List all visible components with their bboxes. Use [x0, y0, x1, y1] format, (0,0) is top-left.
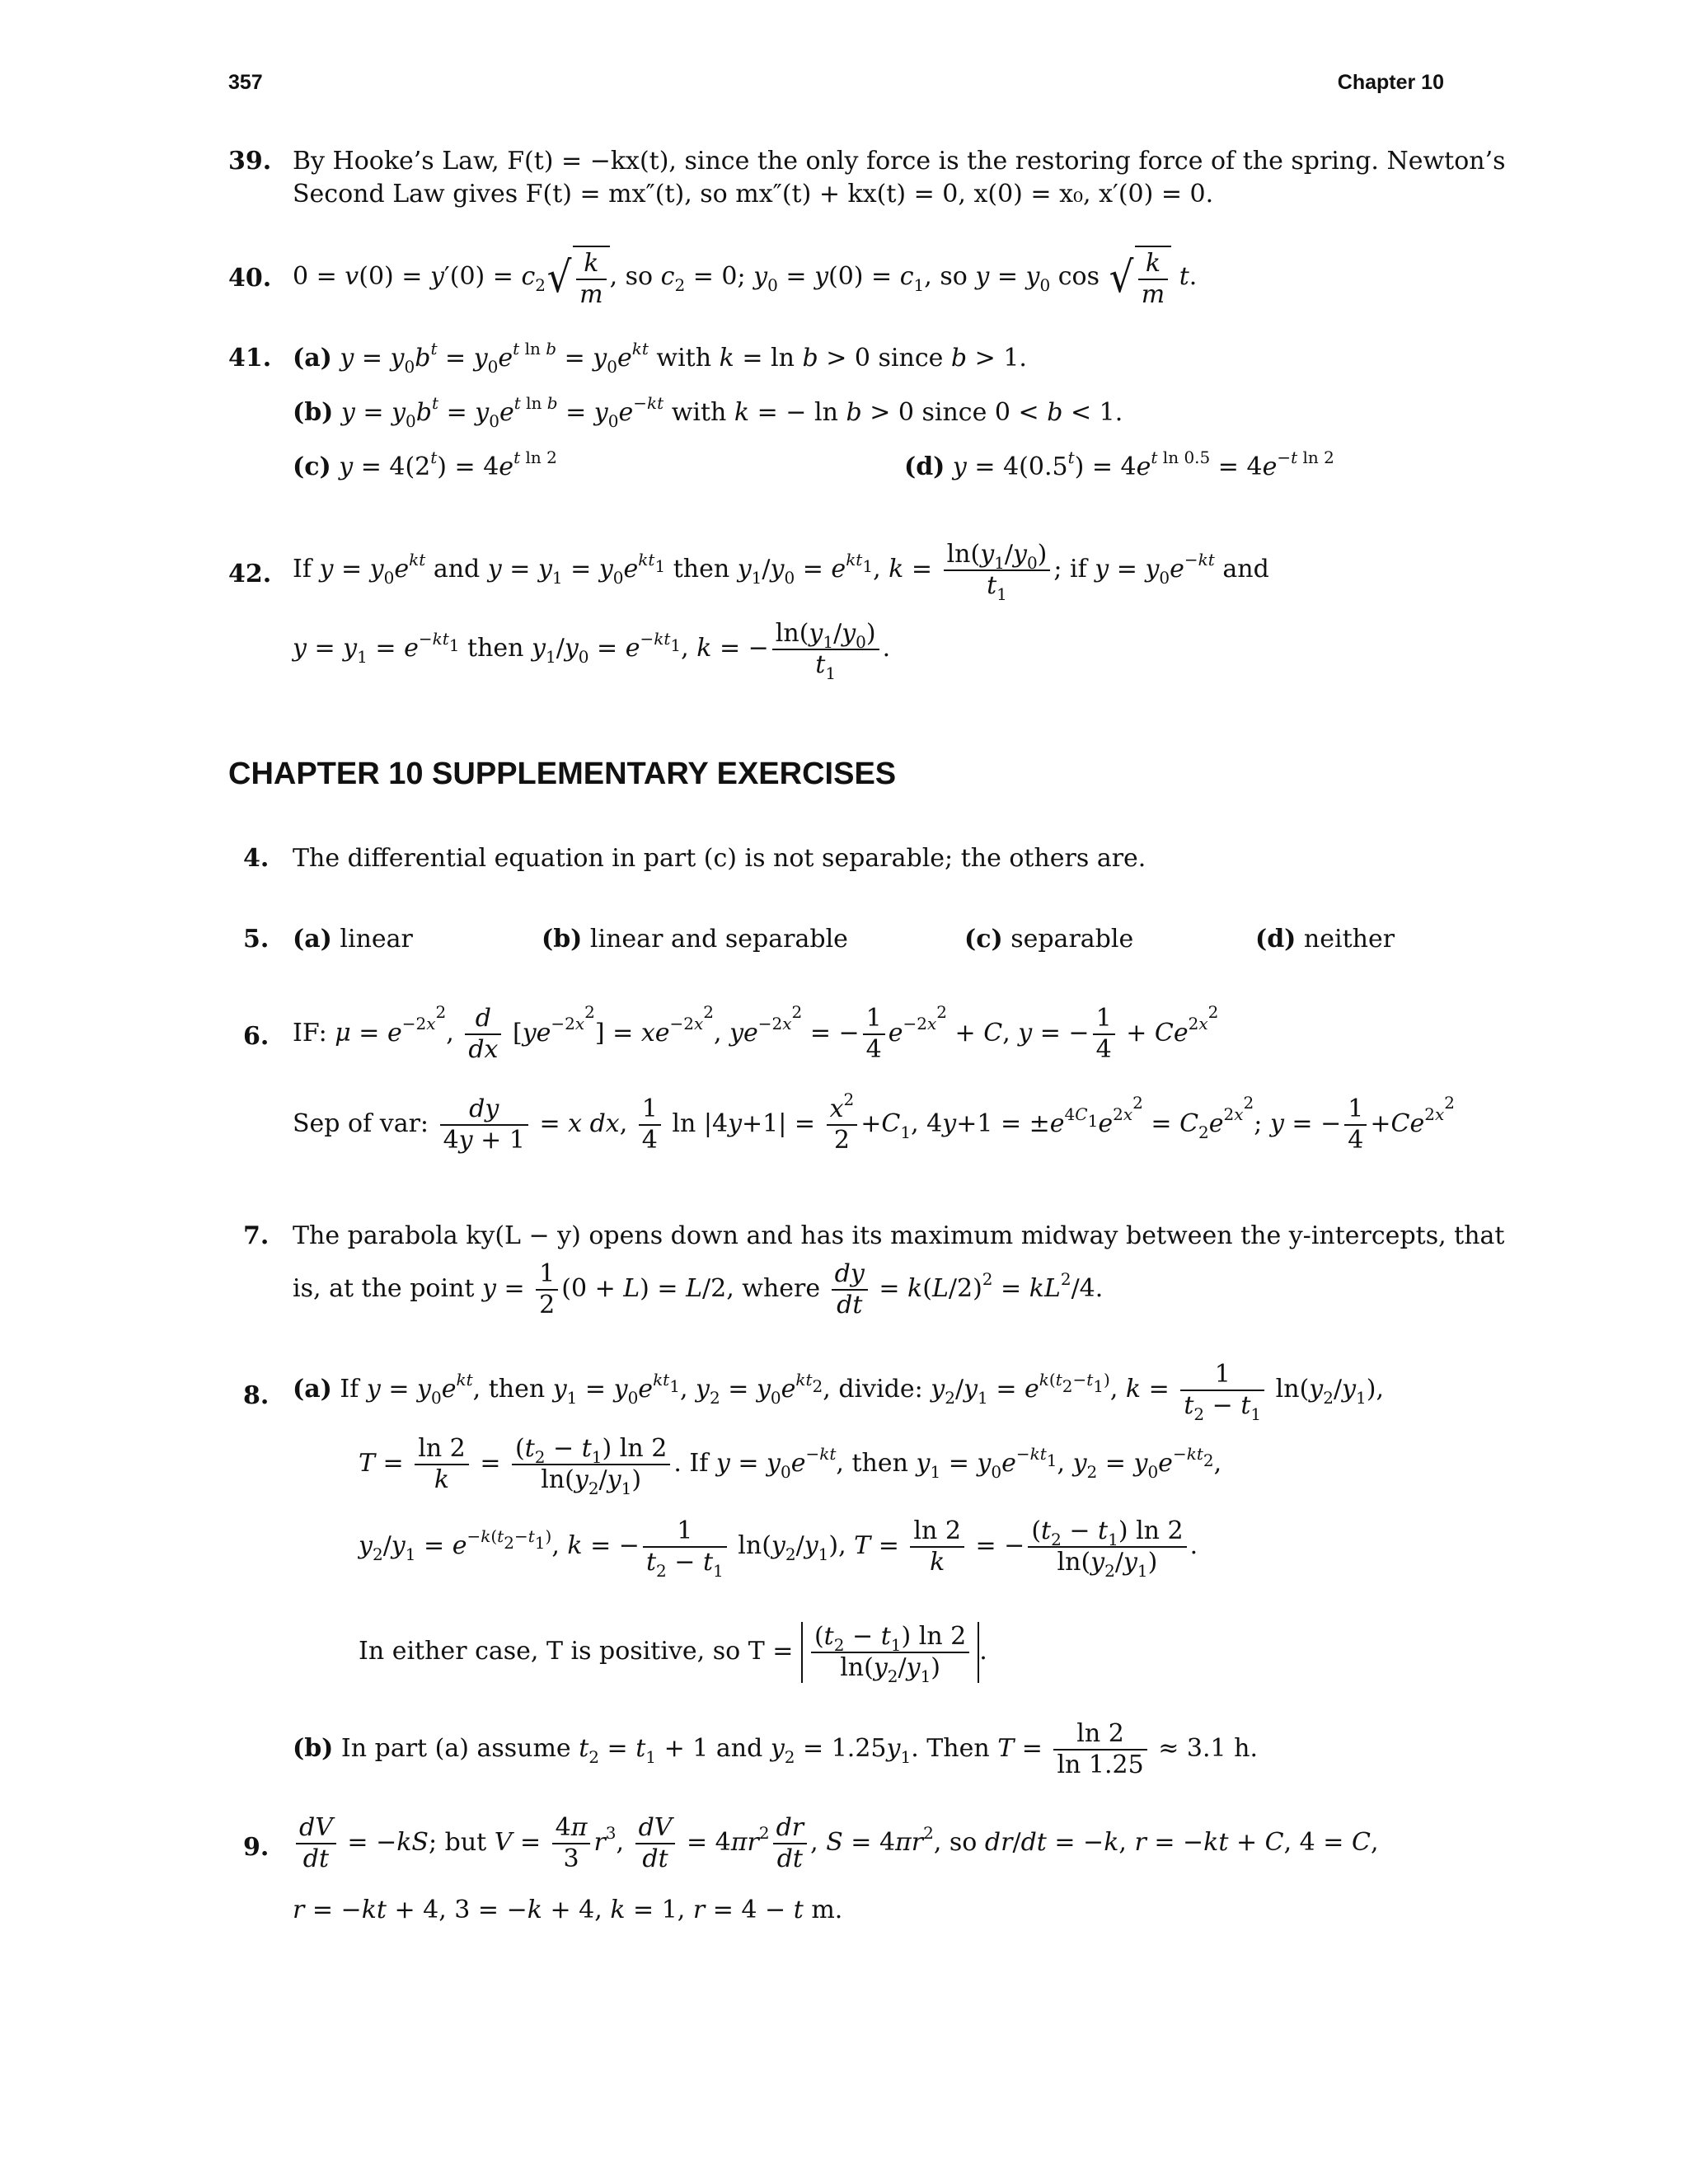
either-case-text: In either case, T is positive, so T = [359, 1637, 794, 1666]
problem-9 [228, 1813, 1448, 1937]
equation: IF: $\mu = e^{-2x^2}$, $\frac{d}{dx}$ $[ye^{-2x^2}] = xe^{-2x^2}$, $ye^{-2x^2}$ = − $\frac{1}{4}$ $e^{-2x^2} + C$, y = − $\frac{1}{4}$ + $Ce^{2x^2}$ [293, 1002, 1219, 1064]
problem-7 [228, 1220, 1505, 1327]
problem-number: 9. [243, 1833, 270, 1862]
problem-text: The differential equation in part (c) is not separable; the others are. [293, 844, 1146, 873]
problem-40 [228, 246, 1448, 312]
problem-5 [228, 923, 1448, 960]
problem-4 [228, 842, 1448, 879]
equation: $0 = v(0) = y'(0) = c_2√$ $\frac{k}{m}$ , so $c_2 = 0$; $y_0 = y(0) = c_1$, so $y = y_0$ cos √ $\frac{k}{m}$ t. [293, 246, 1197, 310]
problem-number: 6. [243, 1022, 270, 1051]
problem-text: The parabola ky(L − y) opens down and has its maximum midway between the y-intercepts, that [293, 1221, 1505, 1250]
page-number: 357 [228, 71, 263, 94]
equation: If $y = y_0e^{kt}$ and $y = y_1 = y_0e^{kt_1}$ then $y_1/y_0 = e^{kt_1}$, k = $\frac{\ln(y_1/y_0)}{t_1}$ ; if $y = y_0e^{-kt}$ and [293, 540, 1269, 604]
equation: Sep of var: $\frac{dy}{4y + 1}$ = x dx, $\frac{1}{4}$ ln |4y+1| = $\frac{x^2}{2}$ $+C_1$, $4y+1 = \pm e^{4C_1}e^{2x^2} = C_2e^{2x^2}$; y = − $\frac{1}{4}$ $+Ce^{2x^2}$ [293, 1090, 1455, 1155]
problem-number: 41. [228, 344, 272, 373]
part-c: (c) $y = 4(2^t) = 4e^{t ln 2}$ [293, 448, 557, 481]
answer-a: linear [340, 925, 413, 954]
problem-6 [228, 1002, 1455, 1185]
equation: $y_2/y_1 = e^{-k(t_2-t_1)}$, k = − $\frac{1}{t_2 - t_1}$ $\ln(y_2/y_1)$, T = $\frac{\ln 2}{k}$ = − $\frac{(t_2 - t_1) \ln 2}{\ln(y_2/y_1)}$ . [359, 1516, 1198, 1581]
problem-number: 4. [243, 844, 270, 873]
part-a: (a) $y = y_0b^t = y_0e^{t ln b} = y_0e^{kt}$ with k = ln b > 0 since b > 1. [293, 339, 1027, 377]
equation: $\frac{dV}{dt}$ = −kS; but V = $\frac{4\pi}{3}$ $r^3$, $\frac{dV}{dt}$ = $4\pi r^2$ $\frac{dr}{dt}$ , $S = 4\pi r^2$, so dr/dt = −k, r = −kt + C, 4 = C, [293, 1813, 1378, 1874]
equation: r = −kt + 4, 3 = −k + 4, k = 1, r = 4 − t m. [293, 1896, 843, 1924]
problem-number: 8. [243, 1381, 270, 1410]
part-b: (b) linear and separable [542, 925, 848, 954]
equation: T = $\frac{\ln 2}{k}$ = $\frac{(t_2 - t_1) \ln 2}{\ln(y_2/y_1)}$ . If $y = y_0e^{-kt}$, then $y_1 = y_0e^{-kt_1}$, $y_2 = y_0e^{-kt_2}$, [359, 1434, 1222, 1498]
part-b: (b) In part (a) assume $t_2 = t_1 + 1$ and $y_2 = 1.25y_1$. Then T = $\frac{\ln 2}{\ln 1.25}$ ≈ 3.1 h. [293, 1719, 1259, 1779]
answer-c: separable [1010, 925, 1134, 954]
problem-number: 39. [228, 147, 272, 176]
part-c: (c) separable [964, 925, 1134, 954]
part-d: (d) neither [1255, 925, 1395, 954]
problem-number: 40. [228, 264, 272, 293]
section-title: CHAPTER 10 SUPPLEMENTARY EXERCISES [228, 757, 897, 791]
problem-number: 5. [243, 925, 270, 954]
problem-42 [228, 540, 1448, 683]
part-a: (a) If $y = y_0e^{kt}$, then $y_1 = y_0e^{kt_1}$, $y_2 = y_0e^{kt_2}$, divide: $y_2/y_1 = e^{k(t_2-t_1)}$, k = $\frac{1}{t_2 - t_1}$ $\ln(y_2/y_1)$, [293, 1360, 1385, 1424]
problem-41 [228, 339, 1448, 507]
equation: is, at the point y = $\frac{1}{2}$ (0 + L) = L/2, where $\frac{dy}{dt}$ = $k(L/2)^2 = kL^2/4$. [293, 1259, 1104, 1319]
chapter-label: Chapter 10 [1337, 71, 1444, 94]
part-b: (b) $y = y_0b^t = y_0e^{t ln b} = y_0e^{-kt}$ with k = − ln b > 0 since 0 < b < 1. [293, 393, 1123, 431]
problem-number: 7. [243, 1221, 270, 1250]
answer-d: neither [1303, 925, 1395, 954]
problem-text: By Hooke’s Law, F(t) = −kx(t), since the only force is the restoring force of the spring. Newton’s [293, 147, 1506, 176]
answer-b: linear and separable [589, 925, 848, 954]
part-d: (d) $y = 4(0.5^t) = 4e^{t ln 0.5} = 4e^{-t ln 2}$ [904, 448, 1334, 481]
problem-text: Second Law gives F(t) = mx″(t), so mx″(t) + kx(t) = 0, x(0) = x₀, x′(0) = 0. [293, 180, 1214, 209]
problem-39 [228, 145, 1506, 211]
problem-number: 42. [228, 560, 272, 588]
problem-8 [228, 1360, 1448, 1788]
part-a: (a) linear [293, 925, 413, 954]
equation: $y = y_1 = e^{-kt_1}$ then $y_1/y_0 = e^{-kt_1}$, k = − $\frac{\ln(y_1/y_0)}{t_1}$ . [293, 619, 891, 683]
equation: In either case, T is positive, so T = $\frac{(t_2 - t_1) \ln 2}{\ln(y_2/y_1)}$ . [359, 1622, 987, 1686]
